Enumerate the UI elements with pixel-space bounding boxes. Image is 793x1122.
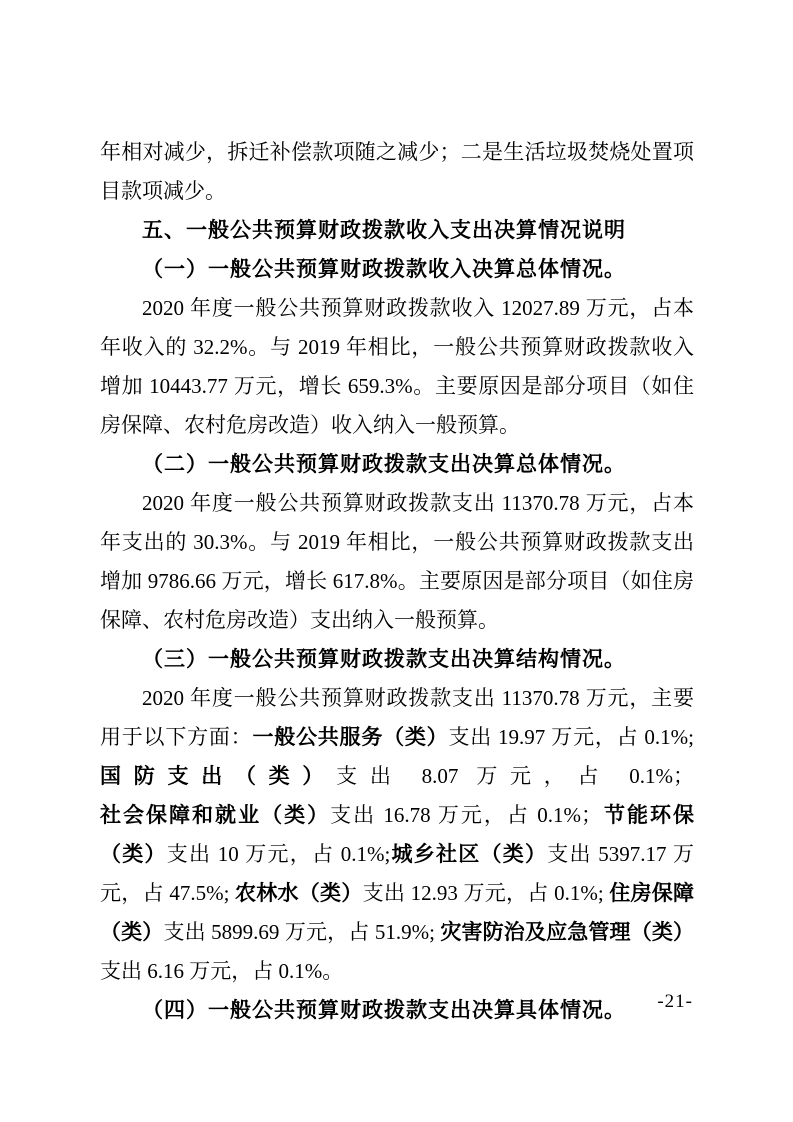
text-segment: 支出 19.97 万元，占 0.1%; xyxy=(448,725,695,749)
page-number: -21- xyxy=(657,991,693,1012)
text-segment: 2020 年度一般公共预算财政拨款支出 11370.78 万元，主要用于以下方面： xyxy=(100,686,694,749)
text-segment: 2020 年度一般公共预算财政拨款支出 11370.78 万元，占本年支出的 30.3%。与 2019 年相比，一般公共预算财政拨款支出增加 9786.66 万元，增长 617.8%。主要原因是部分项目（如住房保障、农村危房改造）支出纳入一般预算。 xyxy=(100,491,694,632)
text-segment: 一般公共服务（类） xyxy=(252,725,449,749)
text-segment: 农林水（类） xyxy=(234,881,363,905)
text-segment: 2020 年度一般公共预算财政拨款收入 12027.89 万元，占本年收入的 32.2%。与 2019 年相比，一般公共预算财政拨款收入增加 10443.77 万元，增长 659.3%。主要原因是部分项目（如住房保障、农村危房改造）收入纳入一般预算。 xyxy=(100,296,694,437)
text-segment: 社会保障和就业（类） xyxy=(100,803,331,827)
subsection-heading xyxy=(100,250,694,289)
text-segment: 年相对减少，拆迁补偿款项随之减少；二是生活垃圾焚烧处置项目款项减少。 xyxy=(100,140,694,203)
text-segment: 灾害防治及应急管理（类） xyxy=(440,920,695,944)
text-segment: 支出 8.07 万元，占 0.1%； xyxy=(336,764,694,788)
text-segment: （四）一般公共预算财政拨款支出决算具体情况。 xyxy=(142,998,626,1022)
subsection-heading xyxy=(100,991,694,1030)
text-segment: 五、一般公共预算财政拨款收入支出决算情况说明 xyxy=(142,219,626,242)
text-segment: 支出 12.93 万元，占 0.1%; xyxy=(362,881,610,905)
text-segment: 住房保障（类） xyxy=(100,881,695,944)
document-content xyxy=(100,133,694,1030)
text-segment: 节能环保（类） xyxy=(100,803,694,866)
paragraph xyxy=(100,679,694,991)
text-segment: 支出 5899.69 万元，占 51.9%; xyxy=(163,920,441,944)
subsection-heading xyxy=(100,640,694,679)
paragraph xyxy=(100,289,694,445)
text-segment: 支出 6.16 万元，占 0.1%。 xyxy=(100,959,344,983)
text-segment: （三）一般公共预算财政拨款支出决算结构情况。 xyxy=(142,647,626,671)
subsection-heading xyxy=(100,445,694,484)
section-heading xyxy=(100,211,694,250)
text-segment: 城乡社区（类） xyxy=(390,842,548,866)
text-segment: （一）一般公共预算财政拨款收入决算总体情况。 xyxy=(142,257,626,281)
paragraph xyxy=(100,484,694,640)
text-segment: 支出 10 万元，占 0.1%; xyxy=(166,842,391,866)
paragraph xyxy=(100,133,694,211)
text-segment: 支出 5397.17 万元，占 47.5%; xyxy=(100,842,695,905)
text-segment: 支出 16.78 万元，占 0.1%； xyxy=(330,803,602,827)
text-segment: 国防支出（类） xyxy=(100,764,337,788)
text-segment: （二）一般公共预算财政拨款支出决算总体情况。 xyxy=(142,452,626,476)
